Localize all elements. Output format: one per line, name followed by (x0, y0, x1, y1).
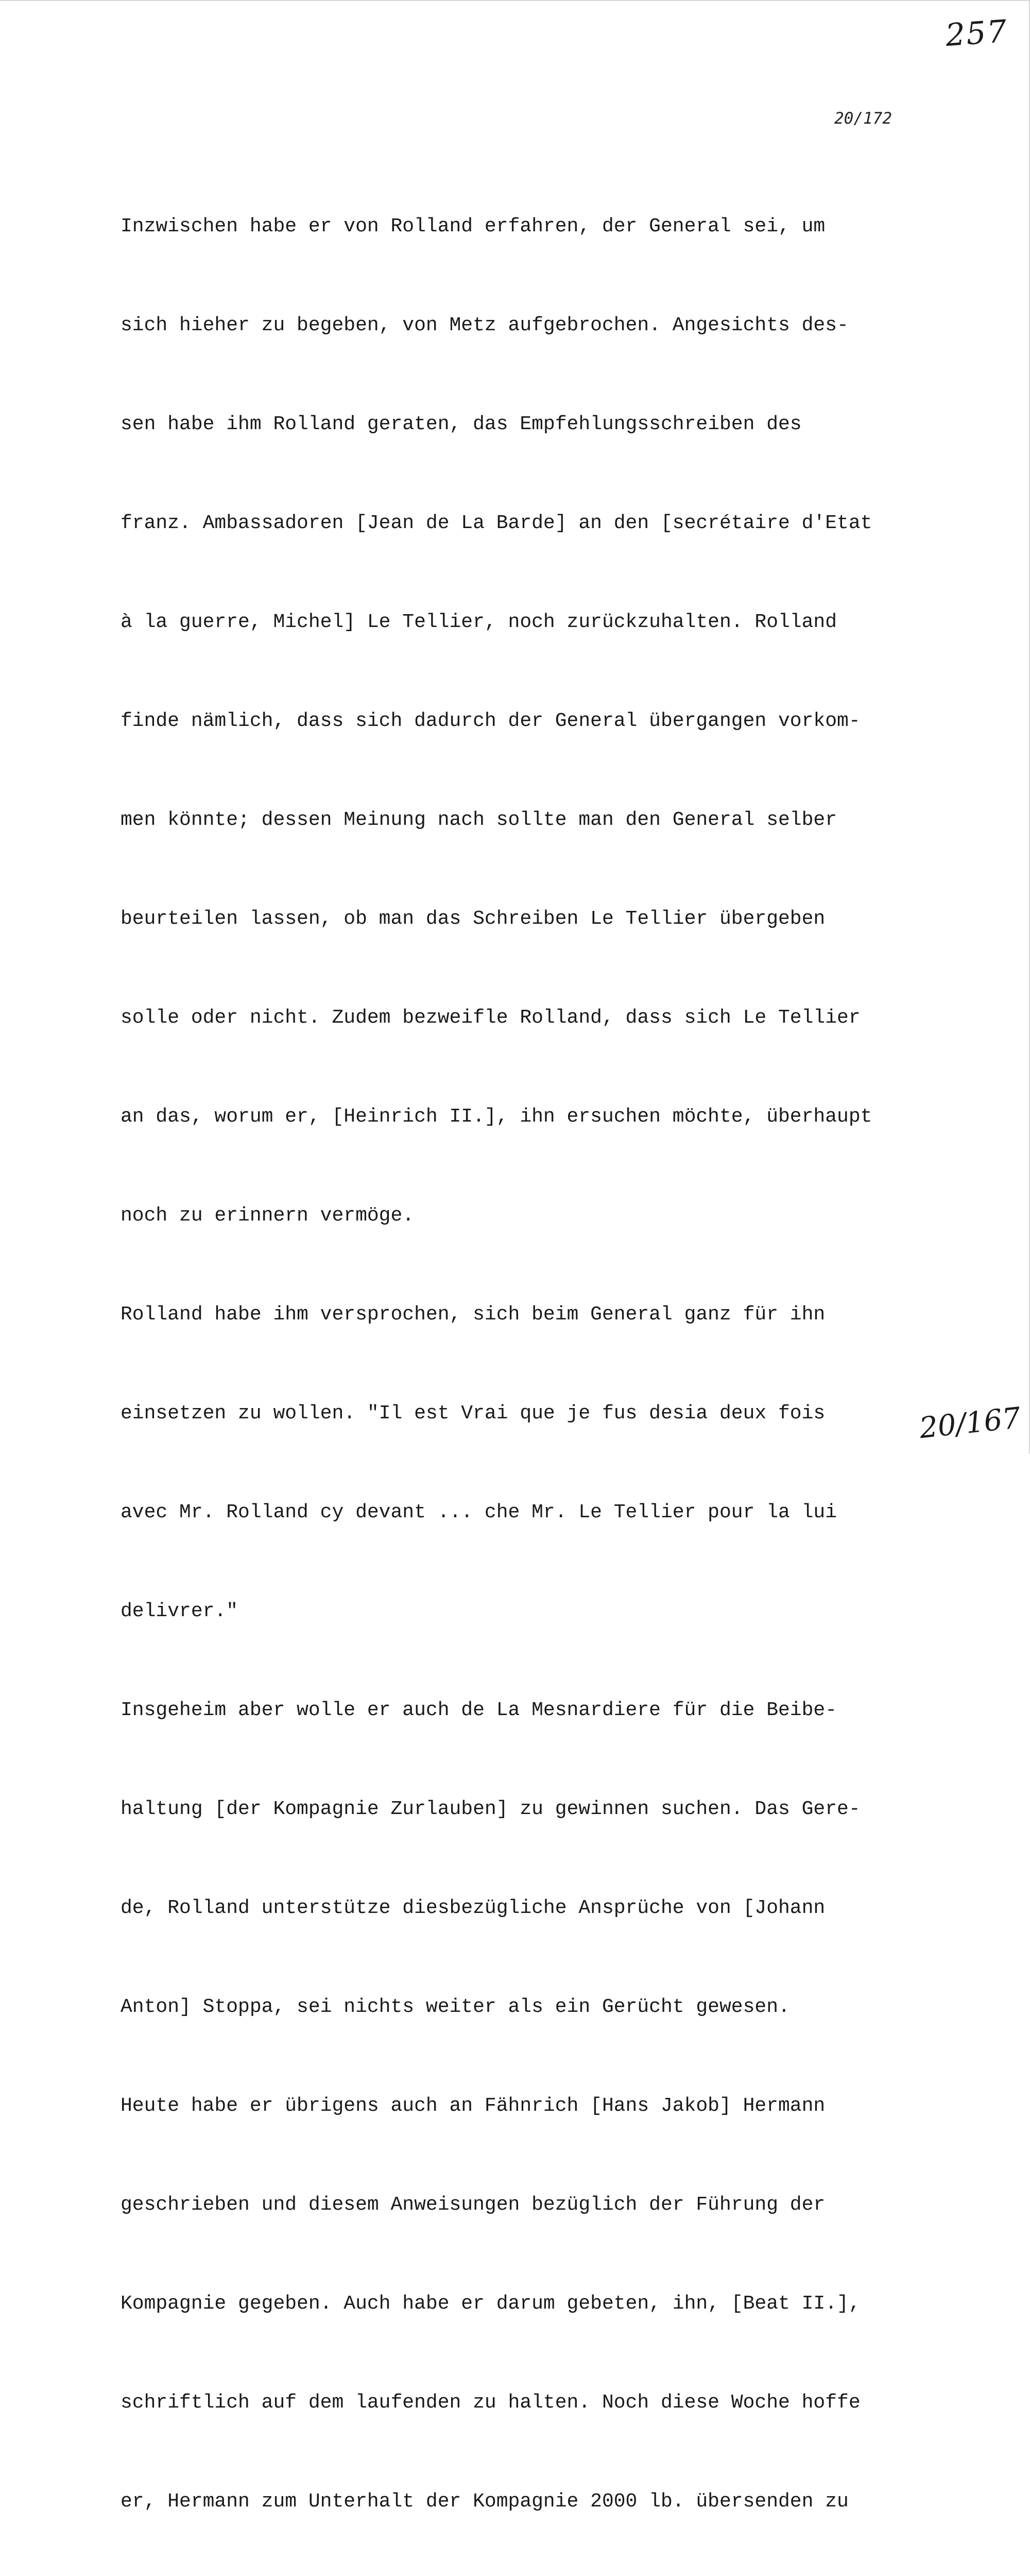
text-line: avec Mr. Rolland cy devant ... che Mr. Le Tellier pour la lui (121, 1501, 837, 1523)
text-line: finde nämlich, dass sich dadurch der General übergangen vorkom- (121, 710, 861, 732)
text-line: er, Hermann zum Unterhalt der Kompagnie 2000 lb. übersenden zu (121, 2490, 849, 2513)
text-line: men könnte; dessen Meinung nach sollte man den General selber (121, 809, 837, 831)
text-line: solle oder nicht. Zudem bezweifle Rolland, dass sich Le Tellier (121, 1007, 861, 1029)
folio-number: 20/172 (834, 109, 892, 128)
text-line: de, Rolland unterstütze diesbezügliche Ansprüche von [Johann (121, 1897, 826, 1919)
text-line: Inzwischen habe er von Rolland erfahren, der General sei, um (121, 215, 826, 238)
text-line: sich hieher zu begeben, von Metz aufgebrochen. Angesichts des- (121, 314, 849, 336)
text-line: sen habe ihm Rolland geraten, das Empfehlungsschreiben des (121, 413, 802, 435)
text-line: à la guerre, Michel] Le Tellier, noch zurückzuhalten. Rolland (121, 611, 837, 633)
text-line: franz. Ambassadoren [Jean de La Barde] an den [secrétaire d'Etat (121, 512, 872, 534)
text-line: Rolland habe ihm versprochen, sich beim General ganz für ihn (121, 1303, 826, 1326)
text-line: Anton] Stoppa, sei nichts weiter als ein Gerücht gewesen. (121, 1996, 790, 2018)
text-line: Kompagnie gegeben. Auch habe er darum gebeten, ihn, [Beat II.], (121, 2293, 861, 2315)
text-line: Insgeheim aber wolle er auch de La Mesnardiere für die Beibe- (121, 1699, 837, 1721)
text-line: Heute habe er übrigens auch an Fähnrich [Hans Jakob] Hermann (121, 2095, 826, 2117)
handwritten-folio-bottom: 20/167 (918, 1401, 1022, 1446)
text-line: noch zu erinnern vermöge. (121, 1205, 415, 1227)
body-text (121, 144, 965, 2576)
text-line: geschrieben und diesem Anweisungen bezüglich der Führung der (121, 2194, 826, 2216)
text-line: delivrer." (121, 1600, 238, 1622)
text-line: an das, worum er, [Heinrich II.], ihn ersuchen möchte, überhaupt (121, 1106, 872, 1128)
text-line: haltung [der Kompagnie Zurlauben] zu gewinnen suchen. Das Gere- (121, 1798, 861, 1820)
handwritten-page-number: 257 (944, 13, 1009, 54)
text-line: schriftlich auf dem laufenden zu halten. Noch diese Woche hoffe (121, 2392, 861, 2414)
text-line: beurteilen lassen, ob man das Schreiben Le Tellier übergeben (121, 908, 826, 930)
text-line: einsetzen zu wollen. "Il est Vrai que je fus desia deux fois (121, 1402, 826, 1425)
